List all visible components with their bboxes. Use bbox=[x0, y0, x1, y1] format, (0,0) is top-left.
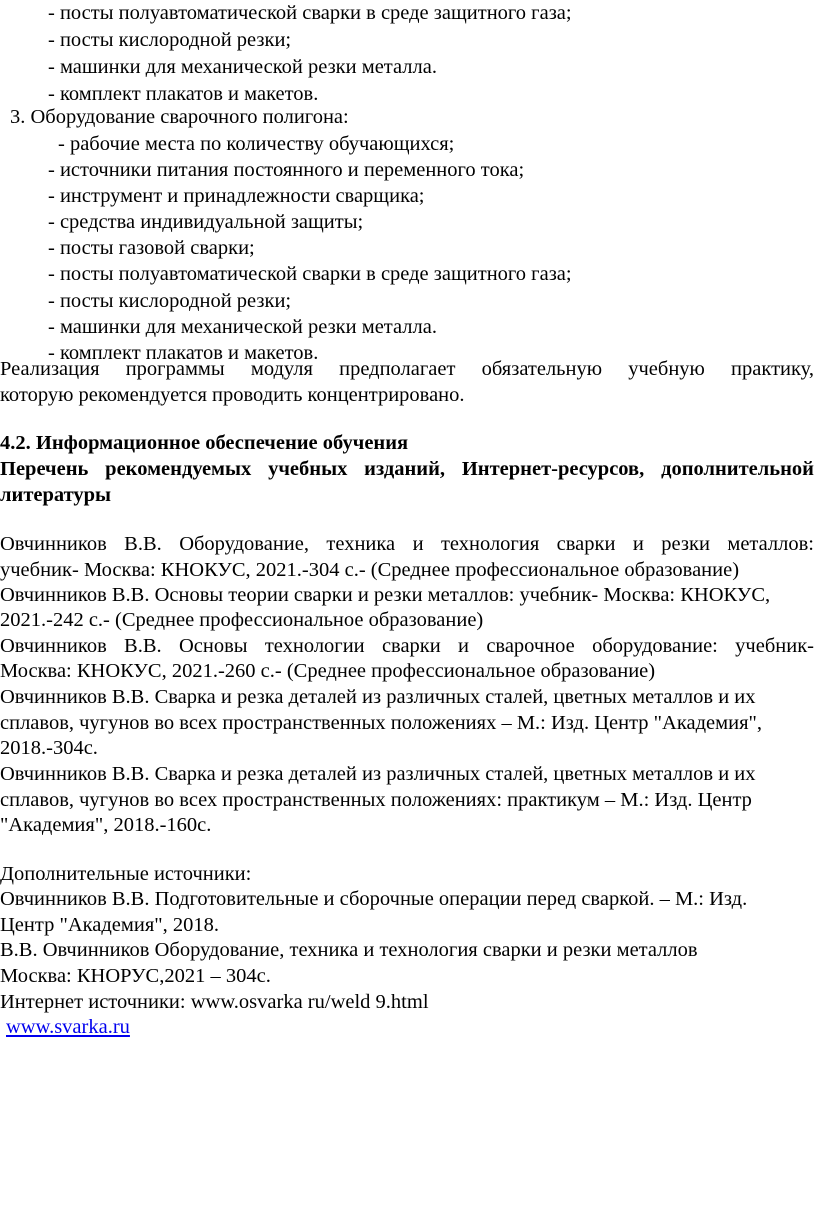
source-line: Овчинников В.В. Оборудование, техника и технология сварки и резки металлов: bbox=[0, 533, 814, 555]
list-item: - инструмент и принадлежности сварщика; bbox=[48, 185, 425, 207]
source-line: сплавов, чугунов во всех пространственных положениях: практикум – М.: Изд. Центр bbox=[0, 789, 752, 811]
additional-sources-title: Дополнительные источники: bbox=[0, 863, 252, 885]
list-heading-line: Перечень рекомендуемых учебных изданий, Интернет-ресурсов, дополнительной bbox=[0, 458, 814, 480]
practice-paragraph-line: Реализация программы модуля предполагает обязательную учебную практику, bbox=[0, 358, 814, 380]
source-line: "Академия", 2018.-160с. bbox=[0, 814, 212, 836]
source-line: Москва: КНОКУС, 2021.-260 с.- (Среднее профессиональное образование) bbox=[0, 660, 656, 682]
source-line: Овчинников В.В. Сварка и резка деталей из различных сталей, цветных металлов и их bbox=[0, 686, 756, 708]
svarka-link[interactable]: www.svarka.ru bbox=[6, 1016, 130, 1038]
list-item: - посты кислородной резки; bbox=[48, 29, 292, 51]
list-item: - комплект плакатов и макетов. bbox=[48, 342, 319, 364]
additional-source-line: Овчинников В.В. Подготовительные и сборочные операции перед сваркой. – М.: Изд. bbox=[0, 888, 748, 910]
list-item: - посты газовой сварки; bbox=[48, 237, 255, 259]
section-3-title: 3. Оборудование сварочного полигона: bbox=[10, 106, 349, 128]
source-line: учебник- Москва: КНОКУС, 2021.-304 с.- (Среднее профессиональное образование) bbox=[0, 559, 740, 581]
section-4-2-title: 4.2. Информационное обеспечение обучения bbox=[0, 432, 409, 454]
additional-source-line: Москва: КНОРУС,2021 – 304с. bbox=[0, 965, 271, 987]
internet-sources-line: Интернет источники: www.osvarka ru/weld 9.html bbox=[0, 991, 429, 1013]
source-line: сплавов, чугунов во всех пространственных положениях – М.: Изд. Центр "Академия", bbox=[0, 712, 762, 734]
link-line bbox=[6, 1014, 816, 1040]
source-line: Овчинников В.В. Основы технологии сварки и сварочное оборудование: учебник- bbox=[0, 635, 814, 657]
list-item: - посты полуавтоматической сварки в среде защитного газа; bbox=[48, 2, 572, 24]
source-line: 2018.-304с. bbox=[0, 737, 98, 759]
additional-source-line: В.В. Овчинников Оборудование, техника и технология сварки и резки металлов bbox=[0, 939, 698, 961]
source-line: Овчинников В.В. Основы теории сварки и резки металлов: учебник- Москва: КНОКУС, bbox=[0, 584, 771, 606]
additional-source-line: Центр "Академия", 2018. bbox=[0, 914, 220, 936]
list-item: - комплект плакатов и макетов. bbox=[48, 83, 319, 105]
source-line: Овчинников В.В. Сварка и резка деталей из различных сталей, цветных металлов и их bbox=[0, 763, 756, 785]
list-heading-line: литературы bbox=[0, 484, 112, 506]
list-item: - средства индивидуальной защиты; bbox=[48, 211, 364, 233]
list-item: - источники питания постоянного и переменного тока; bbox=[48, 159, 525, 181]
list-item: - машинки для механической резки металла. bbox=[48, 316, 437, 338]
practice-paragraph-line: которую рекомендуется проводить концентрировано. bbox=[0, 384, 465, 406]
list-item: - рабочие места по количеству обучающихся; bbox=[58, 133, 455, 155]
list-item: - посты полуавтоматической сварки в среде защитного газа; bbox=[48, 263, 572, 285]
list-item: - машинки для механической резки металла. bbox=[48, 56, 437, 78]
list-item: - посты кислородной резки; bbox=[48, 290, 292, 312]
source-line: 2021.-242 с.- (Среднее профессиональное образование) bbox=[0, 609, 484, 631]
